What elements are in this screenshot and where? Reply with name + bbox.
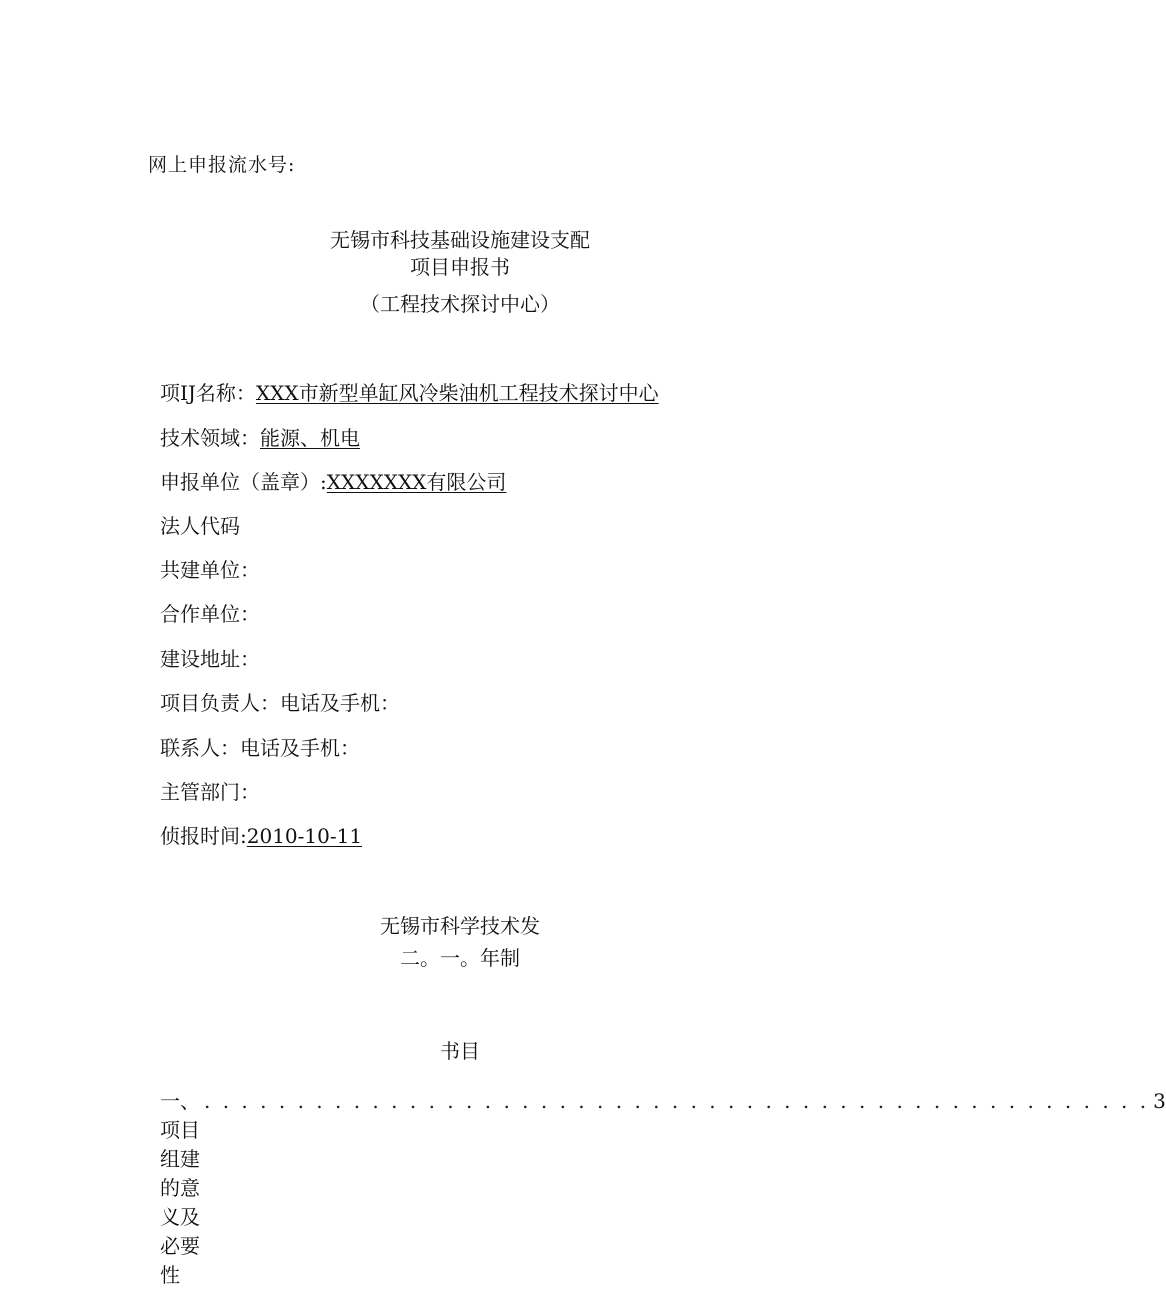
field-label: 申报单位（盖章）: (160, 470, 327, 494)
field-label: 技术领域： (160, 426, 260, 450)
serial-number-label: 网上申报流水号: (148, 154, 296, 176)
field-project-lead (160, 687, 400, 716)
field-submit-date (160, 820, 362, 849)
toc-leader-dots: . . . . . . . . . . . . . . . . . . . . . . . . . . . . . . . . . . . . . . . . . . . . . . . . . . . (204, 1089, 1150, 1113)
field-value: 能源、机电 (260, 426, 360, 450)
field-value: 2010-10-11 (246, 824, 363, 848)
document-subtitle: 项目申报书 (410, 255, 510, 279)
field-label: 共建单位： (160, 558, 260, 582)
field-tech-domain (160, 422, 360, 451)
field-label: 法人代码 (160, 514, 240, 538)
toc-entry[interactable] (160, 1085, 1166, 1287)
toc-entry-page: 3 (1153, 1089, 1166, 1113)
toc-heading: 书目 (440, 1039, 480, 1063)
field-label: 合作单位： (160, 602, 260, 626)
issue-year: 二。一。年制 (400, 946, 520, 970)
field-department (160, 776, 260, 805)
document-title: 无锡市科技基础设施建设支配 (330, 228, 590, 252)
toc-entry-text: 一、项目组建的意义及必要性 (160, 1089, 200, 1287)
field-applicant (160, 466, 506, 495)
field-co-builder (160, 554, 260, 583)
field-project-name (160, 377, 659, 406)
field-label: 项IJ名称： (160, 381, 256, 405)
field-contact (160, 732, 360, 761)
field-value: XXX市新型单缸风冷柴油机工程技术探讨中心 (255, 381, 659, 405)
field-label: 主管部门： (160, 780, 260, 804)
field-value: XXXXXXX有限公司 (326, 470, 507, 494)
field-partner (160, 598, 260, 627)
field-label: 项目负责人：电话及手机： (160, 691, 400, 715)
field-legal-code (160, 510, 240, 539)
field-label: 侦报时间: (160, 824, 247, 848)
document-category: （工程技术探讨中心） (360, 292, 560, 316)
field-label: 建设地址： (160, 647, 260, 671)
issuing-organization: 无锡市科学技术发 (380, 914, 540, 938)
field-label: 联系人：电话及手机： (160, 736, 360, 760)
field-address (160, 643, 260, 672)
